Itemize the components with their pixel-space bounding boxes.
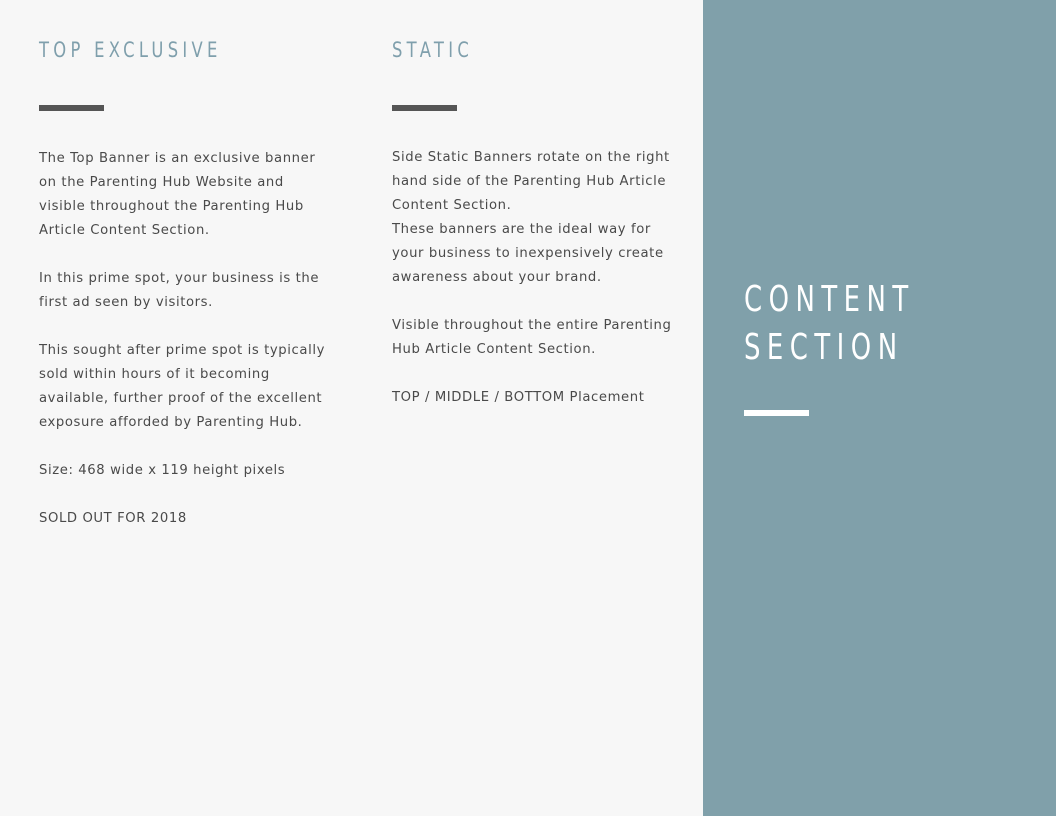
sold-out-text: SOLD OUT FOR 2018: [39, 511, 187, 526]
panel-divider: [744, 410, 809, 416]
content-section-panel: [703, 0, 1056, 816]
placement-text: TOP / MIDDLE / BOTTOM Placement: [392, 390, 645, 405]
static-heading: STATIC: [392, 38, 474, 62]
static-paragraph: These banners are the ideal way for your business to inexpensively create awareness about your brand.: [392, 222, 664, 285]
top-exclusive-body: [39, 147, 329, 555]
content-section-title: [744, 276, 915, 372]
panel-title-line: CONTENT: [744, 279, 915, 320]
top-exclusive-paragraph: In this prime spot, your business is the first ad seen by visitors.: [39, 271, 320, 310]
top-exclusive-heading: TOP EXCLUSIVE: [39, 38, 222, 62]
panel-title-line: SECTION: [744, 327, 904, 368]
banner-size-text: Size: 468 wide x 119 height pixels: [39, 463, 286, 478]
static-paragraph: Side Static Banners rotate on the right hand side of the Parenting Hub Article Content Section.: [392, 150, 670, 213]
top-exclusive-divider: [39, 105, 104, 111]
top-exclusive-paragraph: The Top Banner is an exclusive banner on the Parenting Hub Website and visible throughout the Parenting Hub Article Content Section.: [39, 151, 316, 238]
static-divider: [392, 105, 457, 111]
top-exclusive-paragraph: This sought after prime spot is typically sold within hours of it becoming available, further proof of the excellent exposure afforded by Parenting Hub.: [39, 343, 325, 430]
static-body: [392, 146, 682, 434]
static-paragraph: Visible throughout the entire Parenting Hub Article Content Section.: [392, 318, 672, 357]
